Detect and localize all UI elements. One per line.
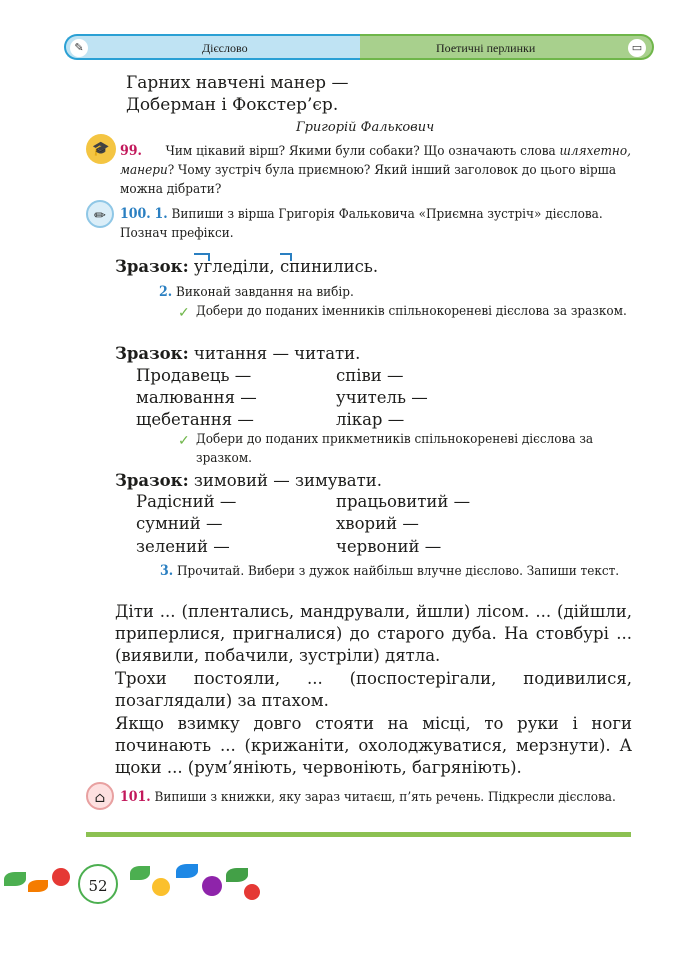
noun-item: лікар — [336, 410, 405, 429]
text-paragraph-2: Трохи постояли, ... (поспостерігали, подивилися, позаглядали) за птахом. [115, 669, 632, 710]
text-paragraph-1: Діти ... (плентались, мандрували, йшли) лісом. ... (дійшли, приперлися, пригналися) до старого дуба. На стовбурі ... (виявили, побачили, зустріли) дятла. [115, 602, 632, 665]
sample-2-text: читання — читати. [193, 344, 361, 363]
adjective-item: працьовитий — [336, 492, 471, 511]
adjective-item: хворий — [336, 514, 419, 533]
exercise-99-words: шляхетно, манери [120, 144, 631, 178]
pencil-ruler-icon: ✏ [86, 200, 114, 228]
exercise-100-number: 100. [120, 206, 151, 222]
flower-icon [202, 876, 222, 896]
task-1-text: Випиши з вірша Григорія Фальковича «Приємна зустріч» дієслова. Познач префікси. [120, 207, 603, 241]
leaf-icon [226, 868, 248, 882]
checkmark-icon: ✓ [178, 305, 190, 321]
floral-ornament [0, 850, 270, 920]
adjective-item: сумний — [136, 514, 223, 533]
text-paragraph-3: Якщо взимку довго стояти на місці, то руки і ноги починають ... (крижаніти, охолоджуватися, мерзнути). А щоки ... (рум’яніють, червоніють, багряніють). [115, 714, 632, 777]
sample-1-word-2: спинились. [280, 257, 378, 276]
header-right-title: Поетичні перлинки [436, 41, 536, 55]
exercise-99-text-2: ? Чому зустріч була приємною? Який інший заголовок до цього вірша можна дібрати? [120, 163, 617, 197]
prefix-mark [194, 253, 210, 261]
task-1-number: 1. [154, 206, 168, 222]
noun-item: учитель — [336, 388, 428, 407]
sample-1-word-1: угледіли, [194, 257, 280, 276]
graduation-cap-icon: 🎓 [86, 134, 116, 164]
adjective-item: червоний — [336, 537, 442, 556]
leaf-icon [130, 866, 150, 880]
exercise-99-number: 99. [120, 143, 142, 159]
task-3-number: 3. [160, 563, 174, 579]
sample-label: Зразок: [115, 471, 189, 490]
header-left-title: Дієслово [202, 41, 248, 55]
noun-item: співи — [336, 366, 404, 385]
exercise-101-text: Випиши з книжки, яку зараз читаєш, п’ять речень. Підкресли дієслова. [154, 790, 616, 805]
exercise-100-task-1 [120, 205, 632, 243]
header-left-section [64, 34, 360, 60]
noun-item: малювання — [136, 388, 257, 407]
prefix-mark [280, 253, 292, 261]
exercise-101-number: 101. [120, 789, 151, 805]
sample-1 [115, 256, 378, 278]
sample-3 [115, 470, 382, 492]
adjective-item: зелений — [136, 537, 230, 556]
flower-icon [52, 868, 70, 886]
exercise-99-text: Чим цікавий вірш? Якими були собаки? Що означають слова [165, 144, 556, 159]
flower-icon [244, 884, 260, 900]
noun-item: Продавець — [136, 366, 252, 385]
poem-line-1: Гарних навчені манер — [126, 73, 349, 93]
sample-label: Зразок: [115, 344, 189, 363]
pen-icon: ✎ [70, 39, 88, 57]
leaf-icon [176, 864, 198, 878]
sample-3-text: зимовий — зимувати. [193, 471, 382, 490]
sample-label: Зразок: [115, 257, 189, 276]
flower-icon [152, 878, 170, 896]
exercise-101 [120, 788, 632, 807]
exercise-99 [120, 142, 632, 199]
adjective-item: Радісний — [136, 492, 237, 511]
chapter-header [64, 34, 654, 60]
task-3 [160, 562, 632, 581]
section-divider [86, 832, 631, 837]
choice-1-text: Добери до поданих іменників спільнокореневі дієслова за зразком. [196, 304, 627, 319]
task-3-text: Прочитай. Вибери з дужок найбільш влучне дієслово. Запиши текст. [176, 564, 620, 579]
header-right-section [360, 34, 654, 60]
poem-line-2: Доберман і Фокстер’єр. [126, 95, 339, 115]
book-icon: ▭ [628, 39, 646, 57]
page-number: 52 [78, 864, 118, 904]
sample-2 [115, 343, 360, 365]
poem-author: Григорій Фалькович [296, 120, 435, 135]
noun-item: щебетання — [136, 410, 254, 429]
leaf-icon [28, 880, 48, 892]
leaf-icon [4, 872, 26, 886]
task-2-text: Виконай завдання на вибір. [175, 285, 354, 300]
choice-2-text: Добери до поданих прикметників спільнокореневі дієслова за зразком. [196, 432, 594, 466]
task-2-number: 2. [159, 284, 173, 300]
house-icon: ⌂ [86, 782, 114, 810]
task-2 [159, 283, 354, 302]
checkmark-icon: ✓ [178, 433, 190, 449]
